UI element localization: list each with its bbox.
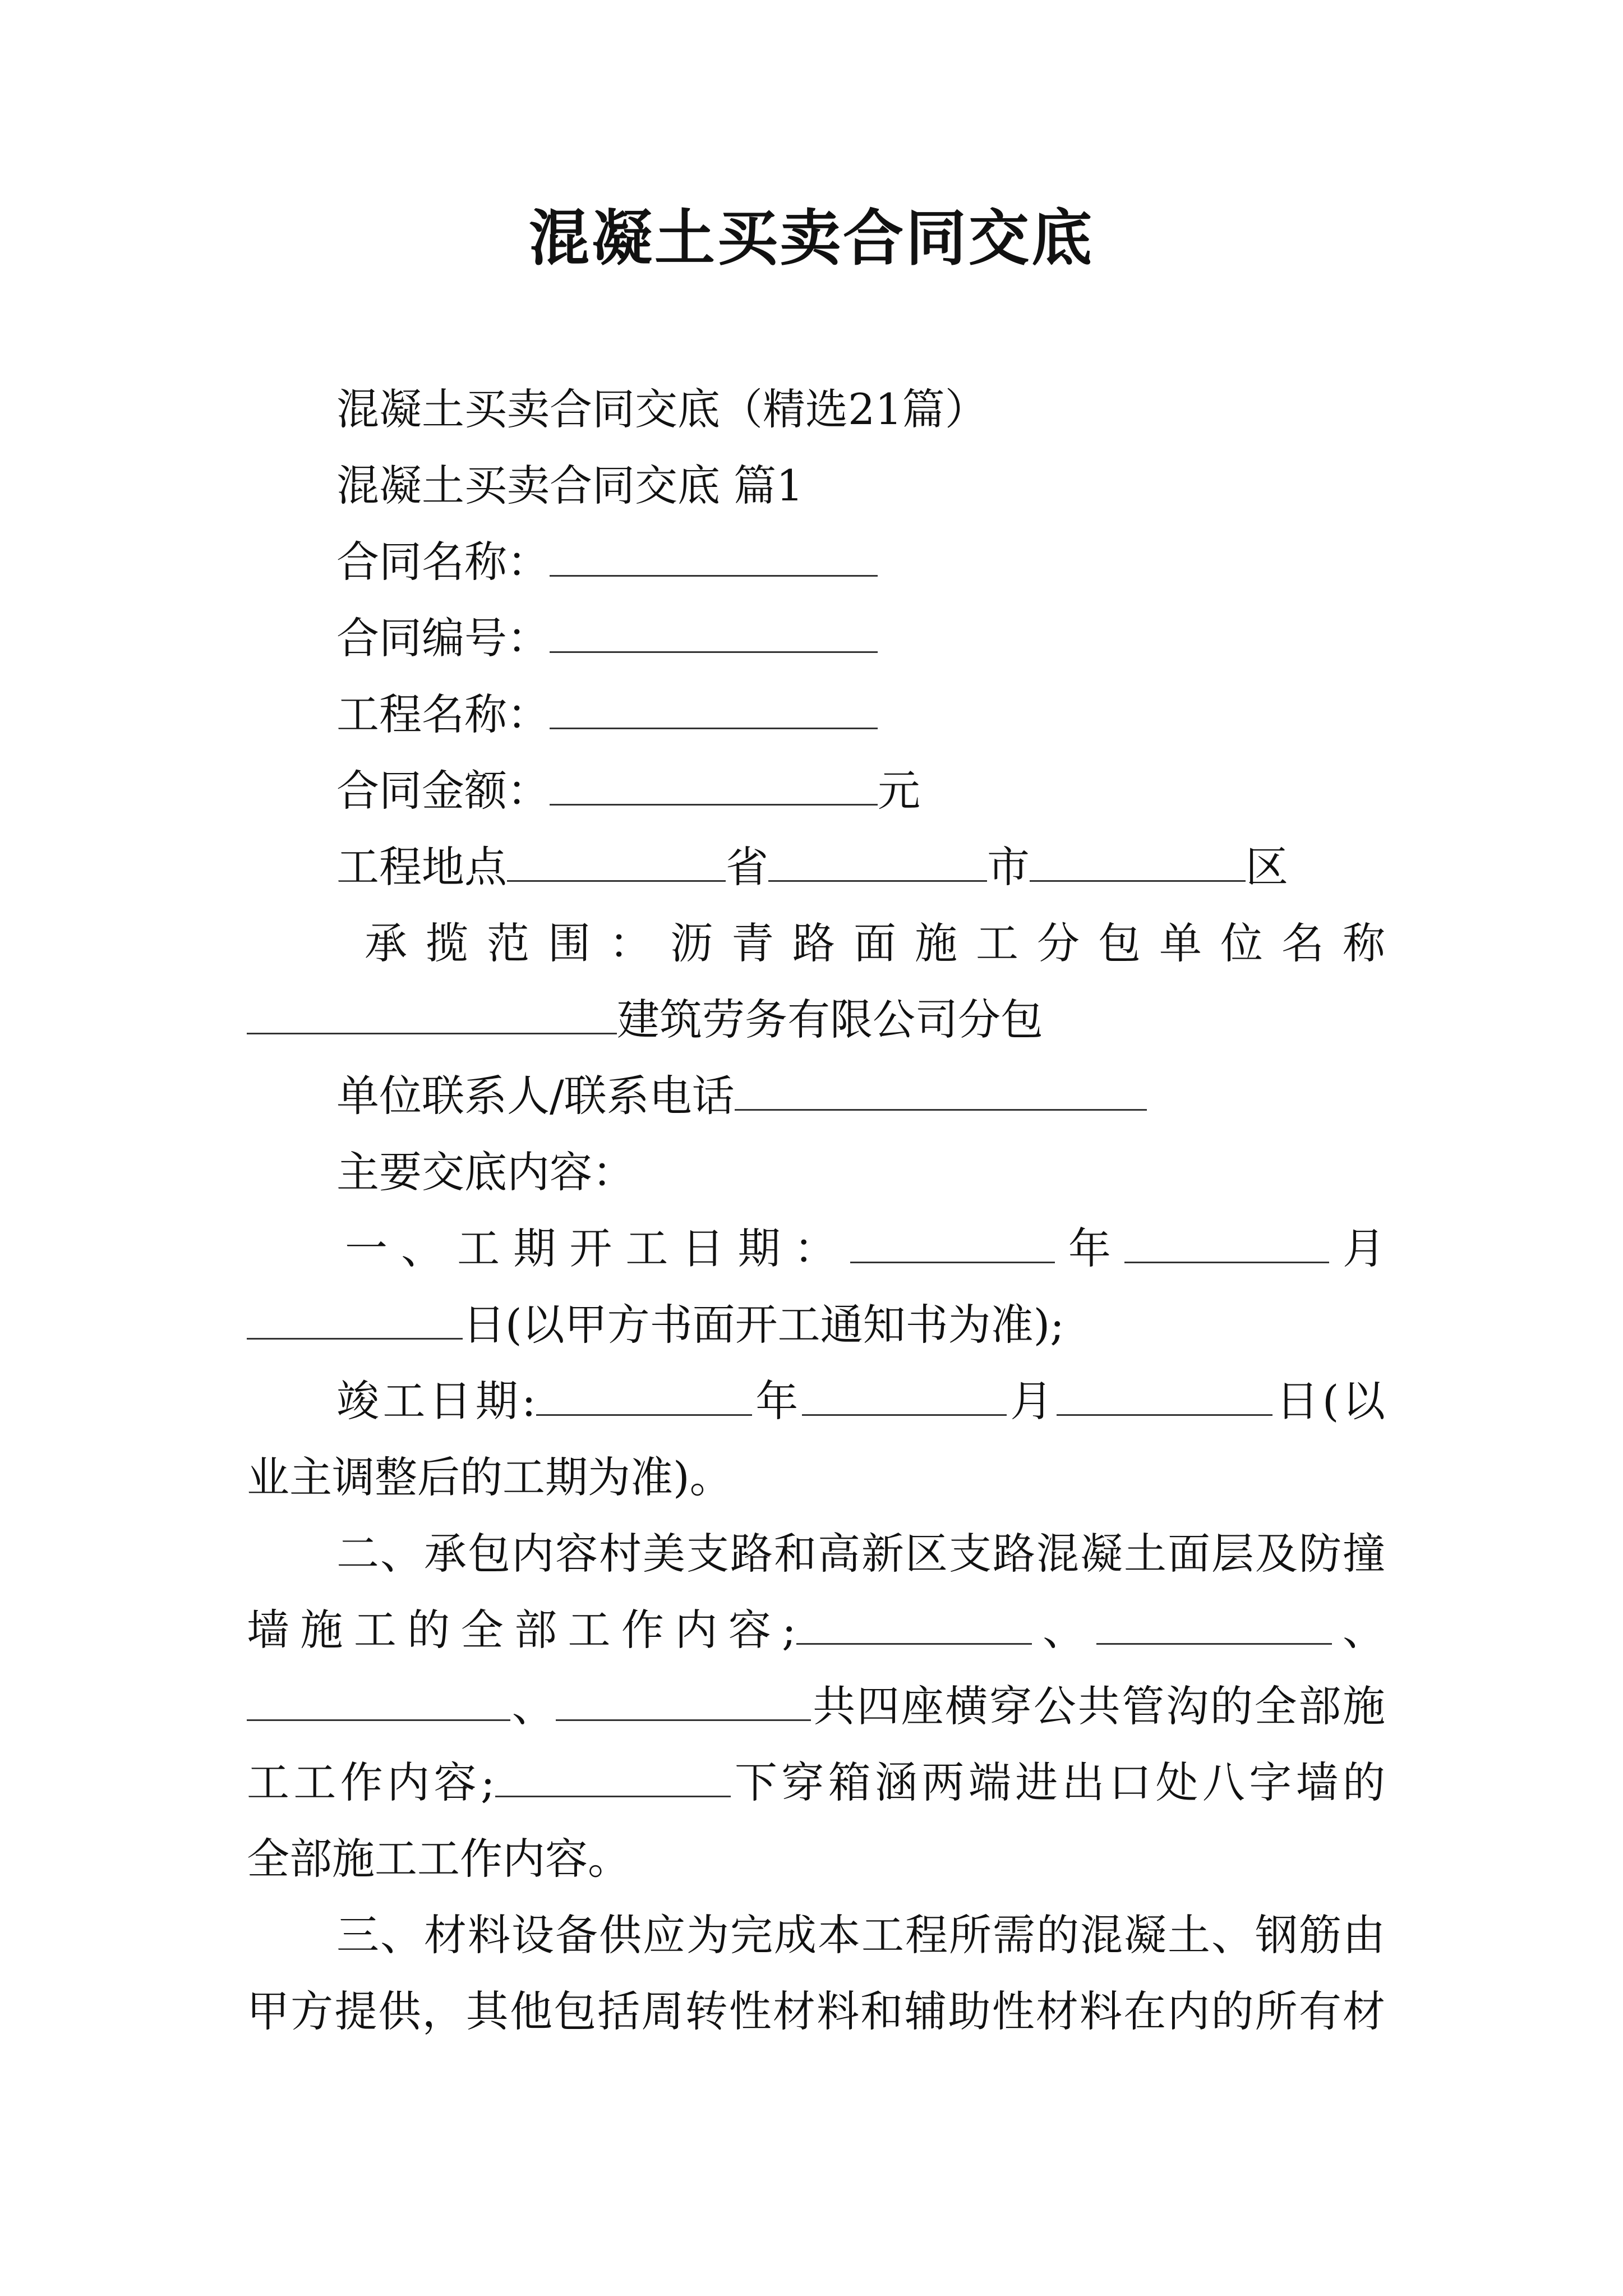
contract-name-blank [550, 538, 878, 577]
item2-line-3 [247, 1678, 1385, 1734]
completion-month-label: 月 [1006, 1376, 1057, 1426]
contact-blank [735, 1072, 1147, 1111]
contract-amount-label: 合同金额： [336, 766, 550, 816]
item1-start-day-line [247, 1297, 1064, 1353]
completion-day-label: 日(以 [1272, 1376, 1386, 1426]
contact-line [336, 1068, 1147, 1124]
project-location-line [336, 839, 1288, 895]
item2-line-5: 全部施工工作内容。 [247, 1834, 630, 1884]
start-month-label: 月 [1329, 1223, 1386, 1273]
item2-line-4 [247, 1755, 1385, 1811]
section-heading: 混凝土买卖合同交底 篇1 [336, 461, 804, 510]
document-title: 混凝土买卖合同交底 [528, 203, 1094, 274]
contact-label: 单位联系人/联系电话 [336, 1071, 735, 1121]
project-name-line [336, 687, 878, 743]
district-label: 区 [1246, 842, 1288, 892]
province-label: 省 [726, 842, 768, 892]
item2-blank-1 [796, 1606, 1032, 1645]
completion-date-label: 竣工日期: [336, 1376, 536, 1426]
completion-note-line: 业主调整后的工期为准)。 [247, 1452, 732, 1502]
item2-blank-5 [495, 1759, 731, 1797]
start-day-note: 日(以甲方书面开工通知书为准); [463, 1300, 1064, 1350]
completion-day-blank [1057, 1377, 1272, 1416]
contract-amount-line [336, 763, 920, 819]
completion-year-blank [536, 1377, 752, 1416]
scope-suffix: 建筑劳务有限公司分包 [617, 995, 1043, 1045]
subtitle: 混凝土买卖合同交底（精选21篇） [336, 384, 988, 434]
project-name-label: 工程名称： [336, 689, 550, 739]
item2-line4-suffix: 下穿箱涵两端进出口处八字墙的 [730, 1757, 1386, 1807]
completion-month-blank [802, 1377, 1007, 1416]
contract-name-line [336, 534, 878, 590]
province-blank [507, 843, 726, 882]
item2-line3-suffix: 共四座横穿公共管沟的全部施 [811, 1681, 1386, 1731]
item2-line4-prefix: 工工作内容; [247, 1757, 495, 1807]
item2-line-1: 二、承包内容村美支路和高新区支路混凝土面层及防撞 [336, 1529, 1385, 1579]
project-name-blank [550, 691, 878, 729]
item2-sep-3: 、 [510, 1681, 556, 1731]
contract-amount-blank [550, 767, 878, 806]
contract-number-blank [550, 614, 878, 653]
contract-number-line [336, 610, 878, 666]
district-blank [1030, 843, 1246, 882]
city-blank [768, 843, 987, 882]
item2-sep-1: 、 [1031, 1605, 1096, 1655]
main-content-heading: 主要交底内容： [336, 1147, 635, 1197]
start-date-label: 一、工期开工日期： [345, 1223, 850, 1273]
contract-name-label: 合同名称： [336, 537, 550, 587]
completion-date-line [336, 1373, 1385, 1429]
scope-line-1: 承揽范围：沥青路面施工分包单位名称 [365, 918, 1385, 968]
scope-line-2 [247, 992, 1043, 1048]
start-day-blank [247, 1301, 463, 1340]
contract-number-label: 合同编号： [336, 613, 550, 663]
start-month-blank [1124, 1225, 1329, 1263]
item2-sep-2: 、 [1331, 1605, 1386, 1655]
item2-blank-3 [247, 1682, 510, 1721]
item2-blank-2 [1096, 1606, 1332, 1645]
completion-year-label: 年 [751, 1376, 802, 1426]
item3-line-2: 甲方提供，其他包括周转性材料和辅助性材料在内的所有材 [247, 1986, 1385, 2036]
item2-scope-label: 墙施工的全部工作内容; [247, 1605, 796, 1655]
subcontractor-blank [247, 996, 617, 1034]
start-year-blank [850, 1225, 1055, 1263]
item3-line-1: 三、材料设备供应为完成本工程所需的混凝土、钢筋由 [336, 1910, 1385, 1960]
item2-blank-4 [556, 1682, 811, 1721]
item1-start-line [345, 1221, 1385, 1277]
project-location-label: 工程地点 [336, 842, 507, 892]
amount-unit: 元 [878, 766, 920, 816]
start-year-label: 年 [1054, 1223, 1124, 1273]
item2-line-2 [247, 1602, 1385, 1658]
city-label: 市 [987, 842, 1030, 892]
